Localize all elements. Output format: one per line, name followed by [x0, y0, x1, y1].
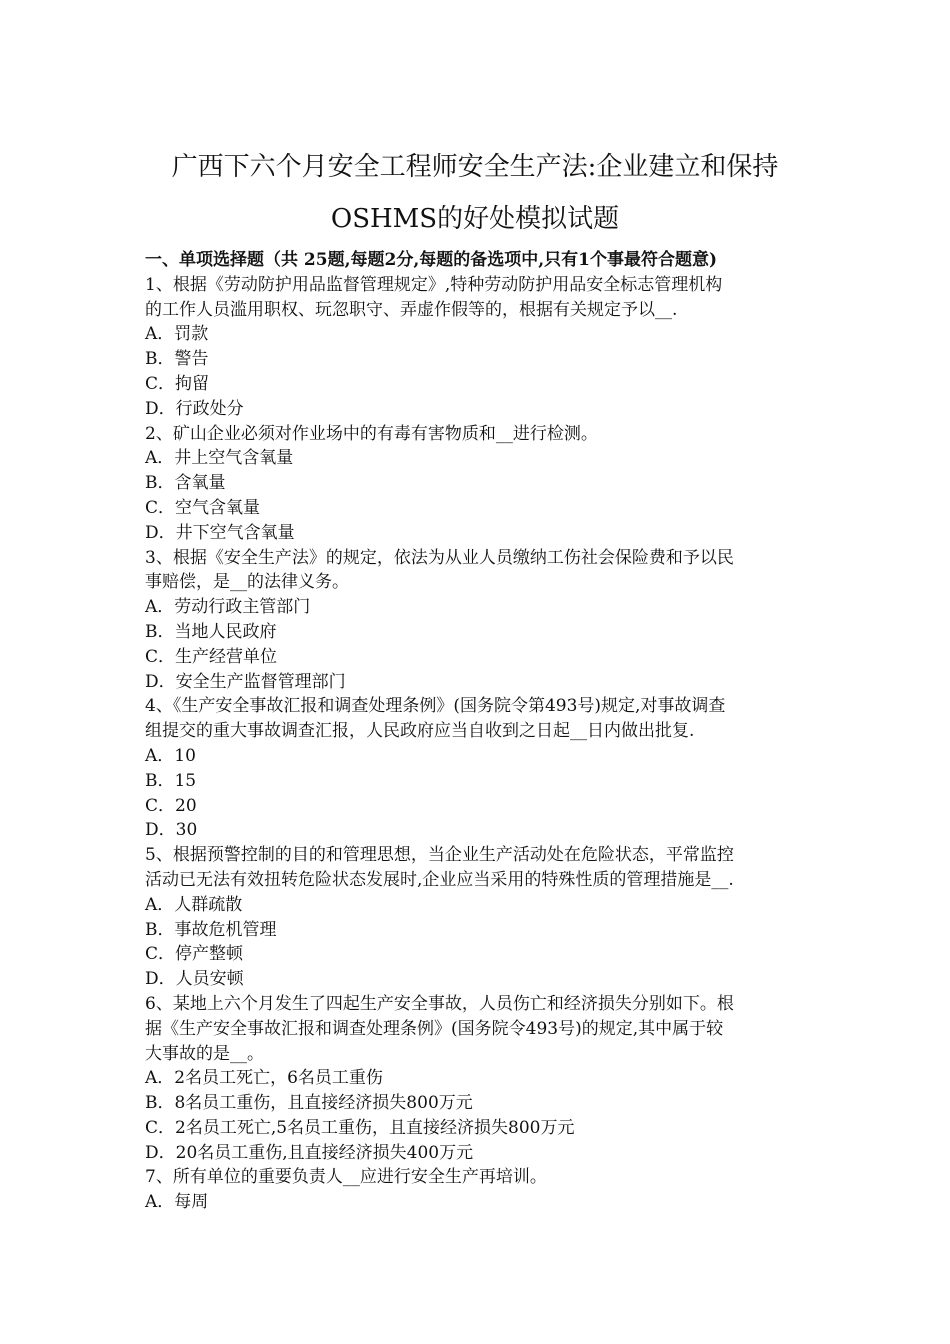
answer-option: A．2名员工死亡，6名员工重伤 — [145, 1068, 383, 1089]
question-text: 5、根据预警控制的目的和管理思想，当企业生产活动处在危险状态，平常监控 — [145, 845, 734, 866]
question-text: 6、某地上六个月发生了四起生产安全事故，人员伤亡和经济损失分别如下。根 — [145, 993, 734, 1014]
page-title-line-2: OSHMS的好处模拟试题 — [330, 204, 620, 234]
question-text: 组提交的重大事故调查汇报，人民政府应当自收到之日起__日内做出批复. — [145, 721, 695, 742]
answer-option: D．人员安顿 — [145, 969, 244, 990]
answer-option: D．30 — [145, 820, 198, 841]
answer-option: C．拘留 — [145, 373, 210, 394]
answer-option: B．当地人民政府 — [145, 621, 277, 642]
answer-option: C．生产经营单位 — [145, 646, 278, 667]
answer-option: D．行政处分 — [145, 398, 244, 419]
answer-option: A．每周 — [145, 1192, 209, 1213]
question-text: 2、矿山企业必须对作业场中的有毒有害物质和__进行检测。 — [145, 423, 598, 444]
answer-option: D．20名员工重伤,且直接经济损失400万元 — [145, 1142, 474, 1163]
answer-option: C．2名员工死亡,5名员工重伤，且直接经济损失800万元 — [145, 1117, 575, 1138]
question-text: 活动已无法有效扭转危险状态发展时,企业应当采用的特殊性质的管理措施是__. — [145, 869, 734, 890]
answer-option: B．警告 — [145, 349, 209, 370]
answer-option: B．事故危机管理 — [145, 919, 277, 940]
question-text: 事赔偿，是__的法律义务。 — [145, 572, 349, 593]
answer-option: B．8名员工重伤，且直接经济损失800万元 — [145, 1093, 473, 1114]
answer-option: A．劳动行政主管部门 — [145, 597, 311, 618]
answer-option: C．停产整顿 — [145, 944, 244, 965]
question-text: 7、所有单位的重要负责人__应进行安全生产再培训。 — [145, 1167, 547, 1188]
page-title-line-1: 广西下六个月安全工程师安全生产法:企业建立和保持 — [171, 152, 779, 182]
question-text: 大事故的是__。 — [145, 1043, 264, 1064]
question-text: 1、根据《劳动防护用品监督管理规定》,特种劳动防护用品安全标志管理机构 — [145, 274, 723, 295]
answer-option: B．15 — [145, 770, 197, 791]
section-heading: 一、单项选择题（共 25题,每题2分,每题的备选项中,只有1个事最符合题意) — [145, 250, 718, 270]
question-text: 据《生产安全事故汇报和调查处理条例》(国务院令493号)的规定,其中属于较 — [145, 1018, 724, 1039]
question-text: 4、《生产安全事故汇报和调查处理条例》(国务院令第493号)规定,对事故调查 — [145, 696, 726, 717]
answer-option: A．人群疏散 — [145, 894, 243, 915]
answer-option: D．井下空气含氧量 — [145, 522, 295, 543]
question-text: 3、根据《安全生产法》的规定，依法为从业人员缴纳工伤社会保险费和予以民 — [145, 547, 734, 568]
answer-option: C．20 — [145, 795, 197, 816]
answer-option: A．10 — [145, 745, 196, 766]
answer-option: B．含氧量 — [145, 473, 226, 494]
document-body — [145, 248, 810, 1215]
answer-option: C．空气含氧量 — [145, 497, 261, 518]
answer-option: D．安全生产监督管理部门 — [145, 671, 346, 692]
question-text: 的工作人员滥用职权、玩忽职守、弄虚作假等的，根据有关规定予以__. — [145, 299, 678, 320]
answer-option: A．井上空气含氧量 — [145, 448, 294, 469]
answer-option: A．罚款 — [145, 324, 209, 345]
